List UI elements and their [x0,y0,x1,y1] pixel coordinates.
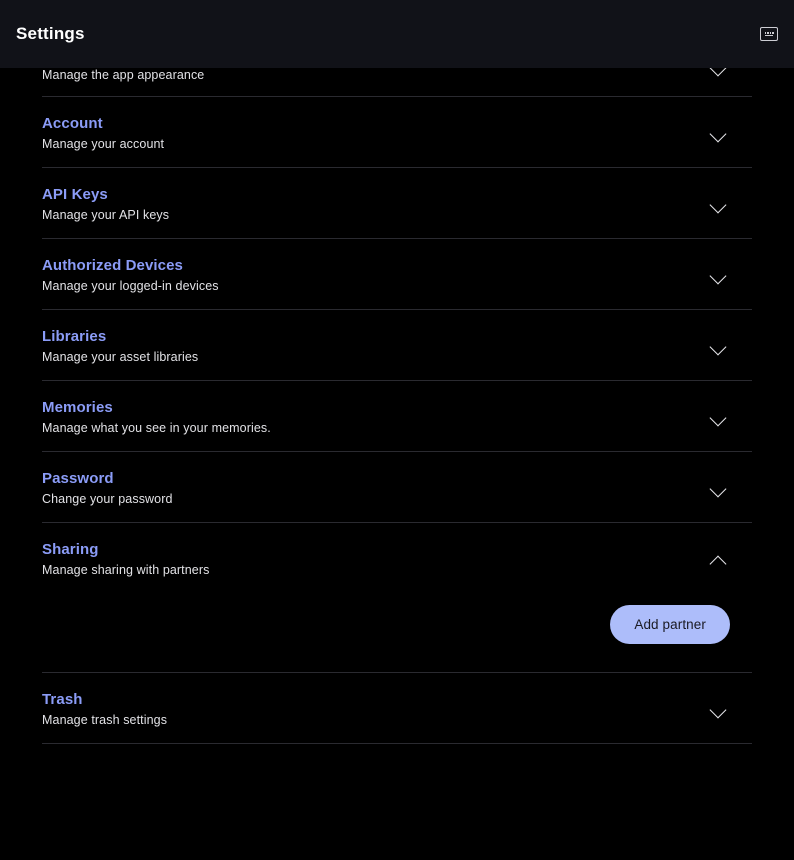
section-subtitle: Change your password [42,492,173,506]
chevron-down-icon[interactable] [708,193,730,215]
section-text [42,399,271,435]
section-subtitle: Manage your account [42,137,165,151]
chevron-down-icon[interactable] [708,68,730,78]
section-text [42,691,167,727]
add-partner-button[interactable]: Add partner [610,605,730,644]
key-space [765,35,773,37]
settings-section-account [42,97,752,168]
section-subtitle: Manage your API keys [42,208,170,222]
section-text [42,186,169,222]
settings-list [0,68,794,860]
section-title: Libraries [42,328,107,345]
section-text [42,115,164,151]
key-dot [772,32,774,34]
key-dot [765,32,767,34]
chevron-down-icon[interactable] [708,335,730,357]
key-dot [770,32,772,34]
chevron-down-icon[interactable] [708,406,730,428]
section-text [42,328,198,364]
key-dot [767,32,769,34]
section-title: Sharing [42,541,99,558]
settings-section-trash [42,673,752,744]
settings-section-memories [42,381,752,452]
section-text [42,470,173,506]
section-title: Password [42,470,114,487]
settings-section-authorized-devices [42,239,752,310]
section-header-libraries[interactable] [42,310,752,380]
section-title: Account [42,115,103,132]
section-title: Memories [42,399,113,416]
chevron-up-icon[interactable] [708,548,730,570]
section-text [42,541,209,577]
section-header-trash[interactable] [42,673,752,743]
settings-section-api-keys [42,168,752,239]
section-title: Authorized Devices [42,257,184,274]
section-header-authorized-devices[interactable] [42,239,752,309]
section-subtitle: Manage what you see in your memories. [42,421,271,435]
page-title: Settings [16,24,85,43]
keyboard-icon[interactable] [760,27,778,41]
chevron-down-icon[interactable] [708,698,730,720]
section-title: API Keys [42,186,108,203]
chevron-down-icon[interactable] [708,122,730,144]
sharing-panel [42,593,752,672]
section-header-memories[interactable] [42,381,752,451]
section-header-api-keys[interactable] [42,168,752,238]
section-subtitle: Manage the app appearance [42,68,205,82]
section-header-account[interactable] [42,97,752,167]
settings-section-password [42,452,752,523]
settings-section-appearance [42,68,752,97]
section-header-sharing[interactable] [42,523,752,593]
chevron-down-icon[interactable] [708,477,730,499]
section-header-appearance[interactable] [42,68,752,96]
settings-section-libraries [42,310,752,381]
app-header [0,0,794,68]
section-text [42,257,219,293]
section-subtitle: Manage sharing with partners [42,563,210,577]
section-subtitle: Manage trash settings [42,713,168,727]
section-subtitle: Manage your asset libraries [42,350,199,364]
chevron-down-icon[interactable] [708,264,730,286]
section-subtitle: Manage your logged-in devices [42,279,219,293]
settings-section-sharing [42,523,752,673]
section-title: Trash [42,691,83,708]
section-text [42,68,204,80]
section-header-password[interactable] [42,452,752,522]
